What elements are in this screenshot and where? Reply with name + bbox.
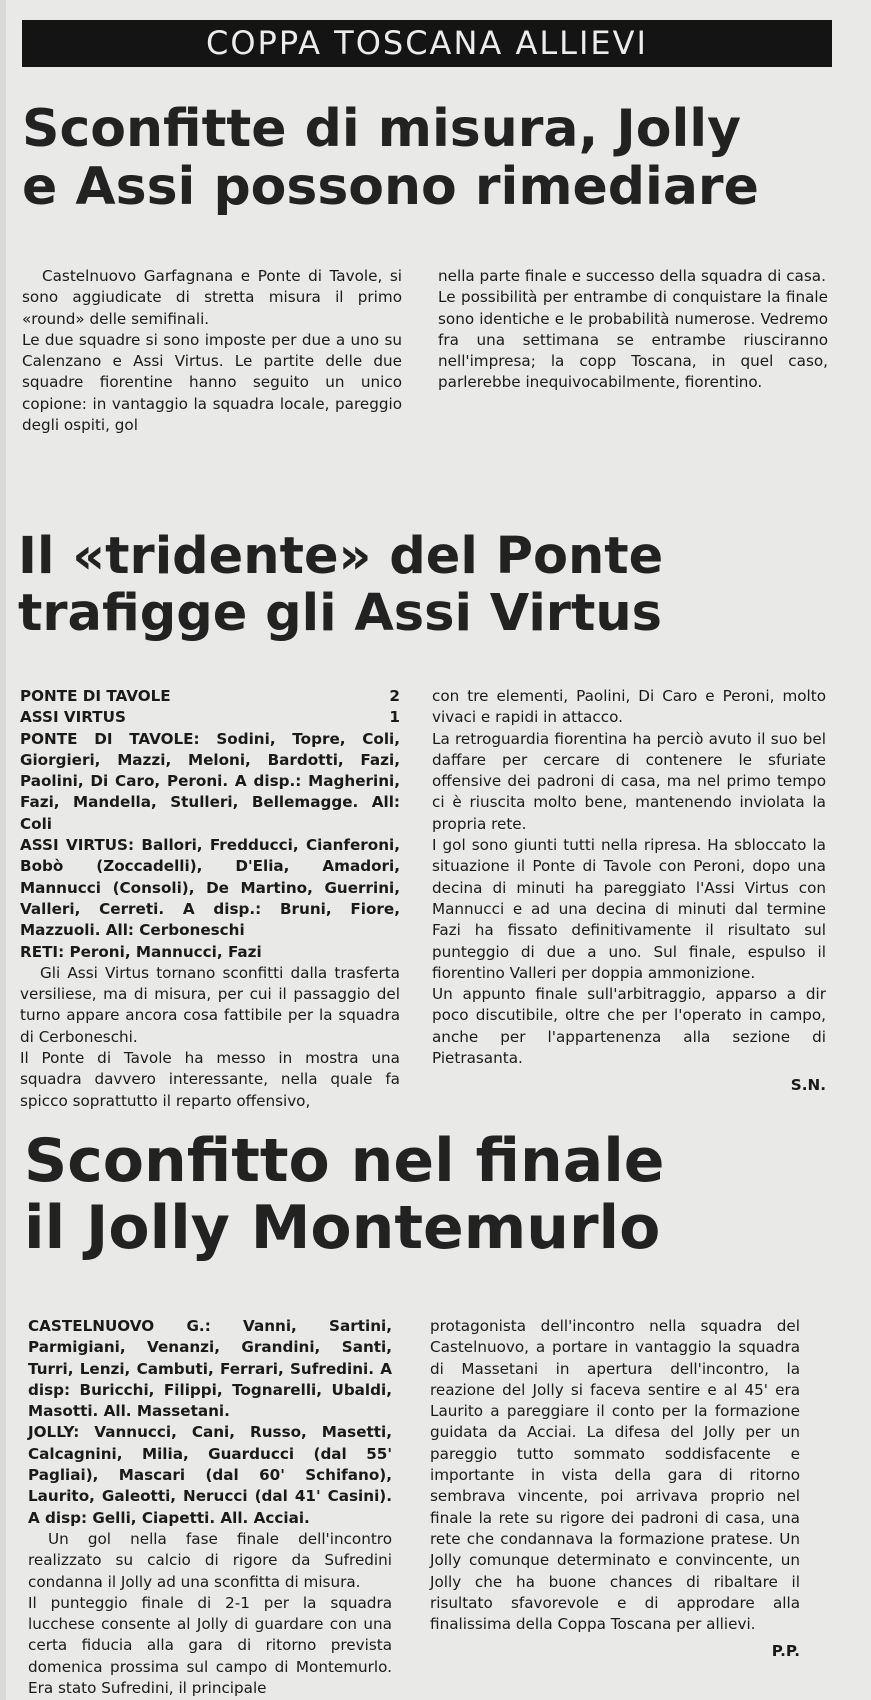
- article2-headline-line1: Il «tridente» del Ponte: [18, 527, 664, 586]
- article3-column1: [28, 1316, 392, 1699]
- section-banner: COPPA TOSCANA ALLIEVI: [22, 20, 832, 67]
- team1-name: PONTE DI TAVOLE: [20, 687, 171, 705]
- article2-paragraph: Gli Assi Virtus tornano sconfitti dalla trasferta versiliese, ma di misura, per cui il passaggio del turno appare ancora cosa fattibile per la squadra di Cerboneschi.: [20, 963, 400, 1046]
- article3-signature: P.P.: [771, 1642, 800, 1661]
- lineup-jolly: JOLLY: Vannucci, Cani, Russo, Masetti, Calcagnini, Milia, Guarducci (dal 55' Pagliai), Mascari (dal 60' Schifano), Laurito, Galeotti, Nerucci (dal 41' Casini). A disp: Gelli, Ciapetti. All. Acciai.: [28, 1423, 392, 1527]
- article1-paragraph: Le possibilità per entrambe di conquistare la finale sono identiche e le probabilità numerose. Vedremo fra una settimana se entrambe riusciranno nell'impresa; la copp Toscana, in quel caso, parlerebbe inequivocabilmente, fiorentino.: [438, 288, 828, 392]
- article3-headline: [24, 1128, 844, 1262]
- article1-headline-line2: e Assi possono rimediare: [22, 157, 759, 218]
- article2-paragraph: con tre elementi, Paolini, Di Caro e Peroni, molto vivaci e rapidi in attacco.: [432, 687, 826, 727]
- article1-paragraph: Castelnuovo Garfagnana e Ponte di Tavole, si sono aggiudicate di stretta misura il primo «round» delle semifinali.: [22, 267, 402, 328]
- article2-paragraph: La retroguardia fiorentina ha perciò avuto il suo bel daffare per cercare di contenere le sfuriate offensive dei padroni di casa, ma nel primo tempo ci è riuscita molto bene, mantenendo inviolata la propria rete.: [432, 729, 826, 833]
- article2-paragraph: Il Ponte di Tavole ha messo in mostra una squadra davvero interessante, nella quale fa spicco soprattutto il reparto offensivo,: [20, 1049, 400, 1110]
- article3-paragraph: Un gol nella fase finale dell'incontro realizzato su calcio di rigore da Sufredini condanna il Jolly ad una sconfitta di misura.: [28, 1529, 392, 1591]
- article2-column1: [20, 686, 400, 1112]
- article2-headline: [18, 528, 838, 642]
- score-line-team1: [20, 686, 400, 707]
- article3-headline-line1: Sconfitto nel finale: [24, 1126, 665, 1196]
- article1-column1: [22, 266, 402, 436]
- article2-signature: S.N.: [790, 1076, 826, 1095]
- article2-paragraph: Un appunto finale sull'arbitraggio, apparso a dir poco discutibile, oltre che per l'operato in campo, anche per l'appartenenza alla sezione di Pietrasanta.: [432, 985, 826, 1068]
- article1-paragraph: Le due squadre si sono imposte per due a uno su Calenzano e Assi Virtus. Le partite delle due squadre fiorentine hanno seguito un unico copione: in vantaggio la squadra locale, pareggio degli ospiti, gol: [22, 330, 402, 435]
- article3-column2: [430, 1316, 800, 1663]
- article2-column2: [432, 686, 826, 1097]
- team2-score: 1: [389, 708, 400, 727]
- article2-headline-line2: trafigge gli Assi Virtus: [18, 584, 662, 644]
- lineup-assi-virtus: ASSI VIRTUS: Ballori, Fredducci, Cianferoni, Bobò (Zoccadelli), D'Elia, Amadori, Mannucci (Consoli), De Martino, Guerrini, Valleri, Cerreti. A disp.: Bruni, Fiore, Mazzuoli. All: Cerboneschi: [20, 836, 400, 940]
- article1-paragraph: nella parte finale e successo della squadra di casa.: [438, 267, 826, 285]
- article1-headline: [22, 100, 842, 216]
- lineup-castelnuovo: CASTELNUOVO G.: Vanni, Sartini, Parmigiani, Venanzi, Grandini, Santi, Turri, Lenzi, Cambuti, Ferrari, Sufredini. A disp: Buricchi, Filippi, Tognarelli, Ubaldi, Masotti. All. Massetani.: [28, 1317, 392, 1421]
- article3-headline-line2: il Jolly Montemurlo: [24, 1193, 661, 1264]
- goal-scorers: RETI: Peroni, Mannucci, Fazi: [20, 942, 262, 961]
- article1-headline-line1: Sconfitte di misura, Jolly: [22, 99, 741, 159]
- article3-paragraph: Il punteggio finale di 2-1 per la squadra lucchese consente al Jolly di guardare con una certa fiducia alla gara di ritorno prevista domenica prossima sul campo di Montemurlo. Era stato Sufredini, il principale: [28, 1593, 392, 1698]
- team2-name: ASSI VIRTUS: [20, 708, 126, 727]
- article3-paragraph: protagonista dell'incontro nella squadra del Castelnuovo, a portare in vantaggio la squadra di Massetani in apertura dell'incontro, la reazione del Jolly si faceva sentire e al 45' era Laurito a pareggiare il conto per la formazione guidata da Acciai. La difesa del Jolly per un pareggio tutto sommato soddisfacente e importante in vista della gara di ritorno sembrava vincente, poi arrivava proprio nel finale la rete su rigore dei padroni di casa, una rete che condannava la formazione pratese. Un Jolly comunque determinato e convincente, un Jolly che ha buone chances di ribaltare il risultato sfavorevole e di approdare alla finalissima della Coppa Toscana per allievi.: [430, 1317, 800, 1634]
- lineup-ponte-di-tavole: PONTE DI TAVOLE: Sodini, Topre, Coli, Giorgieri, Mazzi, Meloni, Bardotti, Fazi, Paolini, Di Caro, Peroni. A disp.: Magherini, Fazi, Mandella, Stulleri, Bellemagge. All: Coli: [20, 729, 400, 833]
- score-line-team2: [20, 707, 400, 728]
- article2-paragraph: I gol sono giunti tutti nella ripresa. Ha sbloccato la situazione il Ponte di Tavole con Peroni, dopo una decina di minuti ha pareggiato l'Assi Virtus con Mannucci e ad una decina di minuti dal termine Fazi ha fissato definitivamente il risultato sul punteggio di due a uno. Sul finale, espulso il fiorentino Valleri per doppia ammonizione.: [432, 836, 826, 982]
- article1-column2: [438, 266, 828, 394]
- team1-score: 2: [389, 687, 400, 705]
